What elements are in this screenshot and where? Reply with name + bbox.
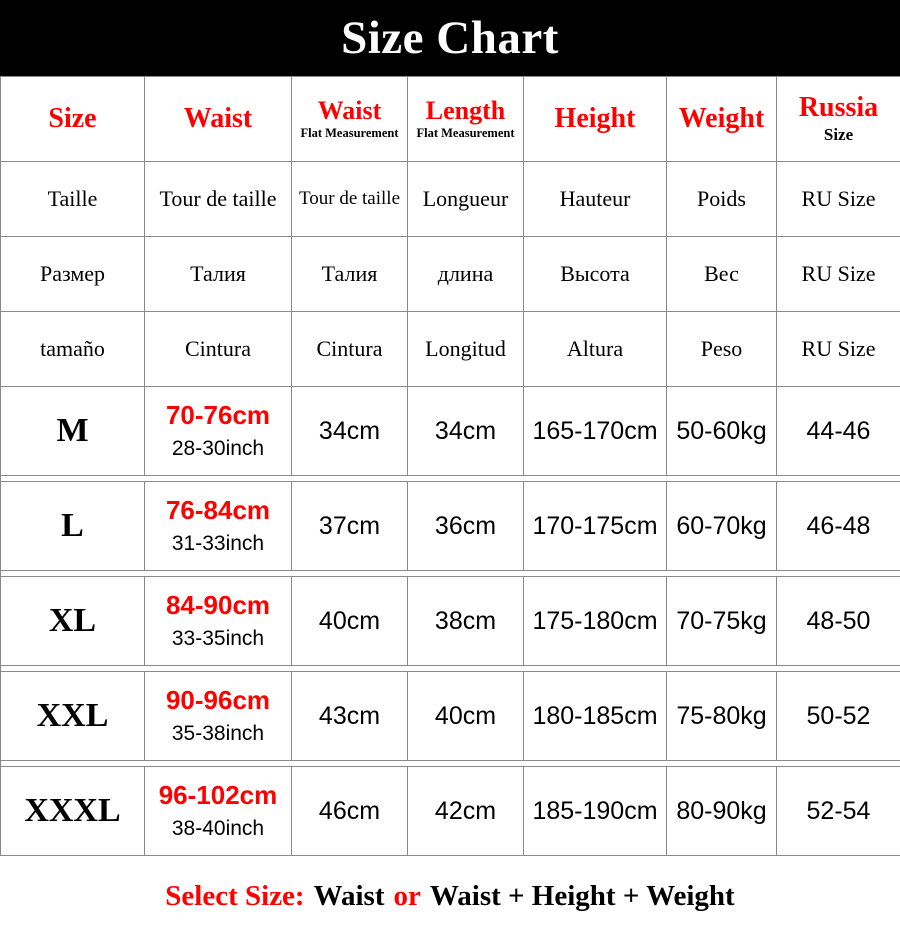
cell-weight: 75-80kg <box>667 672 777 761</box>
cell-weight: 80-90kg <box>667 767 777 856</box>
header-label-waist-flat: Waist <box>294 97 405 124</box>
footer-option-b: Waist + Height + Weight <box>430 880 735 913</box>
es-russia: RU Size <box>777 312 900 387</box>
header-sublabel-waist-flat: Flat Measurement <box>294 127 405 141</box>
es-height: Altura <box>524 312 667 387</box>
footer-option-a: Waist <box>314 880 385 913</box>
header-cell-russia <box>777 77 900 162</box>
cell-weight: 70-75kg <box>667 577 777 666</box>
cell-waist-flat: 43cm <box>292 672 408 761</box>
table-header-row-english <box>1 77 900 162</box>
table-row <box>1 577 900 666</box>
cell-height: 165-170cm <box>524 387 667 476</box>
cell-size: M <box>1 387 145 476</box>
ru-height: Высота <box>524 237 667 312</box>
title-bar <box>0 0 900 76</box>
cell-waist-cm: 90-96cm <box>145 686 291 716</box>
header-label-size: Size <box>3 104 142 133</box>
ru-weight: Вес <box>667 237 777 312</box>
cell-weight: 50-60kg <box>667 387 777 476</box>
header-label-length-flat: Length <box>410 97 521 124</box>
fr-height: Hauteur <box>524 162 667 237</box>
cell-length-flat: 40cm <box>408 672 524 761</box>
fr-size: Taille <box>1 162 145 237</box>
cell-waist-flat: 40cm <box>292 577 408 666</box>
cell-russia: 44-46 <box>777 387 900 476</box>
cell-waist <box>145 482 292 571</box>
size-chart-table <box>0 76 900 856</box>
page-title: Size Chart <box>341 11 559 65</box>
cell-weight: 60-70kg <box>667 482 777 571</box>
es-size: tamaño <box>1 312 145 387</box>
fr-russia: RU Size <box>777 162 900 237</box>
header-label-weight: Weight <box>669 104 774 133</box>
cell-length-flat: 34cm <box>408 387 524 476</box>
cell-length-flat: 38cm <box>408 577 524 666</box>
cell-waist <box>145 672 292 761</box>
table-row <box>1 672 900 761</box>
table-row <box>1 387 900 476</box>
cell-russia: 52-54 <box>777 767 900 856</box>
cell-waist-inch: 28-30inch <box>145 436 291 461</box>
header-label-waist: Waist <box>147 104 289 133</box>
table-header-row-spanish <box>1 312 900 387</box>
ru-size: Размер <box>1 237 145 312</box>
cell-height: 170-175cm <box>524 482 667 571</box>
fr-waist-flat: Tour de taille <box>292 162 408 237</box>
fr-weight: Poids <box>667 162 777 237</box>
header-cell-height <box>524 77 667 162</box>
ru-waist: Талия <box>145 237 292 312</box>
header-sublabel-russia: Size <box>779 126 898 145</box>
es-waist-flat: Cintura <box>292 312 408 387</box>
header-cell-weight <box>667 77 777 162</box>
cell-length-flat: 42cm <box>408 767 524 856</box>
header-sublabel-length-flat: Flat Measurement <box>410 127 521 141</box>
cell-waist-inch: 31-33inch <box>145 531 291 556</box>
cell-height: 185-190cm <box>524 767 667 856</box>
cell-size: XXL <box>1 672 145 761</box>
es-weight: Peso <box>667 312 777 387</box>
header-cell-length-flat <box>408 77 524 162</box>
header-cell-size <box>1 77 145 162</box>
ru-waist-flat: Талия <box>292 237 408 312</box>
cell-size: XL <box>1 577 145 666</box>
table-row <box>1 482 900 571</box>
cell-waist <box>145 577 292 666</box>
cell-waist <box>145 387 292 476</box>
footer-conjunction: or <box>394 880 421 913</box>
cell-waist <box>145 767 292 856</box>
cell-waist-inch: 33-35inch <box>145 626 291 651</box>
cell-waist-cm: 96-102cm <box>145 781 291 811</box>
table-header-row-french <box>1 162 900 237</box>
cell-waist-inch: 38-40inch <box>145 816 291 841</box>
cell-waist-flat: 46cm <box>292 767 408 856</box>
footer-note <box>0 865 900 927</box>
ru-length-flat: длина <box>408 237 524 312</box>
header-cell-waist-flat <box>292 77 408 162</box>
table-row <box>1 767 900 856</box>
cell-russia: 48-50 <box>777 577 900 666</box>
cell-size: XXXL <box>1 767 145 856</box>
ru-russia: RU Size <box>777 237 900 312</box>
cell-waist-cm: 70-76cm <box>145 401 291 431</box>
cell-waist-flat: 34cm <box>292 387 408 476</box>
cell-height: 180-185cm <box>524 672 667 761</box>
footer-label: Select Size: <box>165 880 304 913</box>
fr-length-flat: Longueur <box>408 162 524 237</box>
table-header-row-russian <box>1 237 900 312</box>
cell-height: 175-180cm <box>524 577 667 666</box>
es-waist: Cintura <box>145 312 292 387</box>
cell-length-flat: 36cm <box>408 482 524 571</box>
es-length-flat: Longitud <box>408 312 524 387</box>
cell-size: L <box>1 482 145 571</box>
header-cell-waist <box>145 77 292 162</box>
fr-waist: Tour de taille <box>145 162 292 237</box>
cell-waist-cm: 76-84cm <box>145 496 291 526</box>
header-label-height: Height <box>526 104 664 133</box>
cell-russia: 46-48 <box>777 482 900 571</box>
cell-waist-flat: 37cm <box>292 482 408 571</box>
header-label-russia: Russia <box>779 93 898 122</box>
cell-waist-cm: 84-90cm <box>145 591 291 621</box>
cell-russia: 50-52 <box>777 672 900 761</box>
cell-waist-inch: 35-38inch <box>145 721 291 746</box>
